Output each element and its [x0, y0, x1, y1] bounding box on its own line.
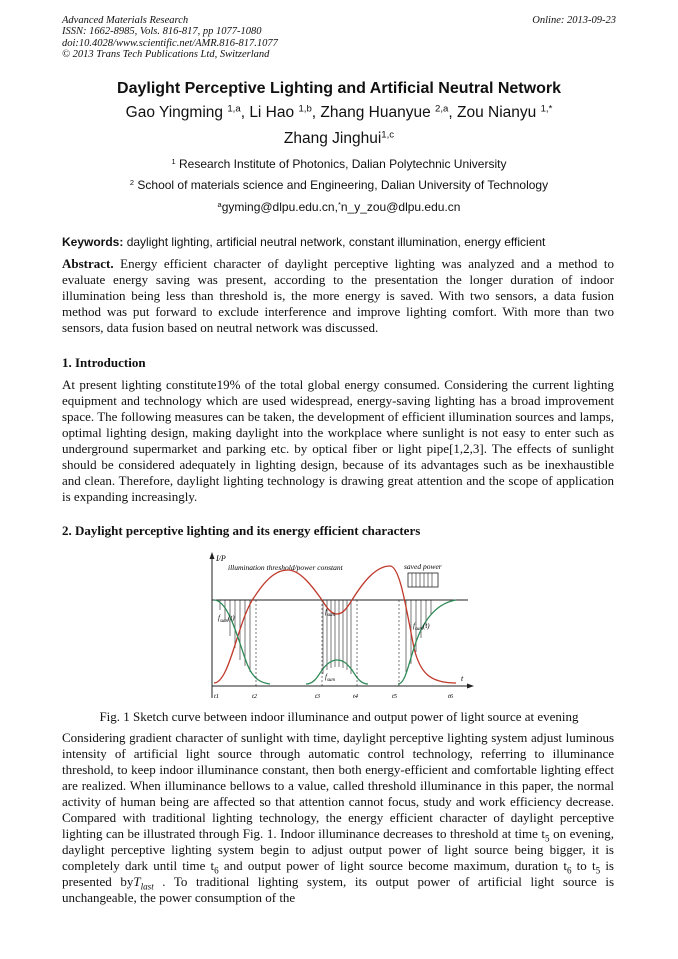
subscript: 6 — [566, 865, 572, 876]
email-address: gyming@dlpu.edu.cn, — [221, 200, 338, 214]
paragraph-text: and output power of light source become maximum, duration t — [218, 858, 567, 873]
tick-t2: t2 — [252, 693, 258, 700]
author-name: Li Hao — [249, 104, 295, 121]
tick-t6: t6 — [448, 693, 454, 700]
paragraph-text: . To traditional lighting system, its output power of artificial light source is unchangeable, the power consumption of the — [62, 874, 615, 905]
affiliation-number: 2 — [129, 177, 135, 187]
paper-title: Daylight Perceptive Lighting and Artificial Neutral Network — [117, 80, 561, 97]
paragraph-text: Considering gradient character of sunlight with time, daylight perceptive lighting system adjust luminous intensity of artificial light source through automatic control technology, referring to illuminance threshold, to keep indoor illuminance constant, then both energy-efficient and comfortable lighting effect are realized. When illuminance bellows to a value, called threshold illuminance in this paper, the normal activity of human being are affected so that attention cannot focus, study and work efficiency decrease. Compared with traditional lighting technology, the energy efficient character of daylight perceptive lighting can be illustrated through Fig. 1. Indoor illuminance decreases to threshold at time t — [62, 730, 614, 841]
affiliation-2 — [0, 178, 678, 192]
paragraph-text: is presented by — [62, 858, 614, 889]
author-name: Zhang Huanyue — [320, 104, 431, 121]
keywords — [62, 235, 545, 249]
email-line — [0, 200, 678, 214]
f-sum-label: $f_{sum}(t)$ — [218, 614, 235, 624]
saved-power-box — [408, 573, 438, 587]
x-axis-label: t — [461, 674, 464, 683]
introduction-paragraph: At present lighting constitute19% of the total global energy consumed. Considering the current lighting equipment and technology which are used widespread, energy-saving lighting has a broad improvement space. The following measures can be taken, the development of efficient illumination sources and lamps, optimal lighting design, making daylight into the workplace where sunlight is not easy to enter such as underground supermarket and parking etc. by optical fiber or light pipe[1,2,3]. The effects of sunlight should be considered adequately in lighting design, because of its advantages such as be inexhaustible and clean. Therefore, daylight lighting technology is drawing great attention and the scope of application is expanding increasingly. — [62, 377, 614, 504]
journal-name: Advanced Materials Research — [62, 15, 189, 26]
section-2-paragraph — [62, 730, 614, 906]
tick-t5: t5 — [392, 693, 398, 700]
author-name: Zou Nianyu — [457, 104, 537, 121]
subscript: 5 — [595, 865, 601, 876]
saved-power-hatch-2 — [323, 600, 351, 674]
section-heading-daylight: 2. Daylight perceptive lighting and its energy efficient characters — [62, 523, 421, 538]
f-sum-label: $f_{sum}$ — [325, 608, 336, 618]
author-line-1: Gao Yingming $^{1,a}$, Li Hao $^{1,b}$, Zhang Huanyue $^{2,a}$, Zou Nianyu $^{1,*}$ — [125, 103, 553, 121]
threshold-label: illumination threshold/power constant — [228, 563, 343, 572]
email-mark: * — [337, 199, 341, 209]
tick-t4: t4 — [353, 693, 359, 700]
subscript: 6 — [214, 865, 219, 876]
email-mark: a — [217, 199, 222, 209]
math-subscript: last — [140, 881, 154, 892]
f-sum-label: $f_{sum}(t)$ — [413, 622, 430, 632]
author-affiliation-mark: 1,b — [298, 103, 312, 115]
f-sum-label: $f_{sum}$ — [325, 673, 336, 683]
figure-1-caption: Fig. 1 Sketch curve between indoor illuminance and output power of light source at evening — [99, 709, 579, 724]
author-affiliation-mark: 2,a — [435, 103, 449, 115]
section-heading-introduction: 1. Introduction — [62, 355, 146, 370]
affiliation-text: School of materials science and Engineering, Dalian University of Technology — [137, 178, 549, 192]
affiliation-1 — [0, 157, 678, 171]
author-affiliation-mark: 1,* — [540, 103, 553, 115]
issn-line: ISSN: 1662-8985, Vols. 816-817, pp 1077-1080 — [62, 26, 262, 38]
subscript: 5 — [545, 833, 550, 844]
author-affiliation-mark: 1,a — [227, 103, 241, 115]
author-name: Gao Yingming — [125, 104, 224, 121]
keywords-text: daylight lighting, artificial neutral network, constant illumination, energy efficient — [126, 235, 546, 249]
tick-t1: t1 — [214, 693, 220, 700]
output-power-curve — [306, 660, 368, 684]
output-power-curve — [214, 600, 270, 684]
author-line-2 — [0, 130, 678, 148]
abstract-text: Energy efficient character of daylight perceptive lighting was analyzed and a method to evaluate energy saving was present, according to the presentation the longer duration of indoor illumination being less than threshold is, the more energy is saved. With two sensors, a data fusion method was put forward to exclude interference and improve lighting comfort. With more than two sensors, data fusion based on neutral network was discussed. — [62, 256, 614, 335]
abstract — [62, 256, 614, 336]
saved-power-label: saved power — [404, 562, 442, 571]
math-symbol: T — [133, 874, 141, 889]
keywords-label: Keywords: — [62, 235, 124, 249]
y-axis-label: I/P — [216, 554, 226, 563]
copyright-line: © 2013 Trans Tech Publications Ltd, Switzerland — [62, 48, 270, 60]
affiliation-number: 1 — [171, 156, 176, 166]
abstract-label: Abstract. — [62, 256, 114, 271]
email-address: n_y_zou@dlpu.edu.cn — [340, 200, 461, 214]
journal-header — [62, 15, 278, 60]
paragraph-text: to t — [571, 858, 596, 873]
x-axis-arrow — [467, 684, 474, 689]
paragraph-text: on evening, daylight perceptive lighting system begin to adjust output power of light source being bigger, it is completely dark until time t — [62, 826, 614, 873]
doi-line: doi:10.4028/www.scientific.net/AMR.816-817.1077 — [62, 37, 278, 49]
author-affiliation-mark: 1,c — [381, 129, 395, 141]
figure-1-sketch — [200, 548, 478, 706]
tick-t3: t3 — [315, 693, 321, 700]
online-date: Online: 2013-09-23 — [532, 15, 616, 26]
affiliation-text: Research Institute of Photonics, Dalian Polytechnic University — [178, 157, 507, 171]
y-axis-arrow — [210, 552, 215, 559]
author-name: Zhang Jinghui — [283, 130, 382, 147]
